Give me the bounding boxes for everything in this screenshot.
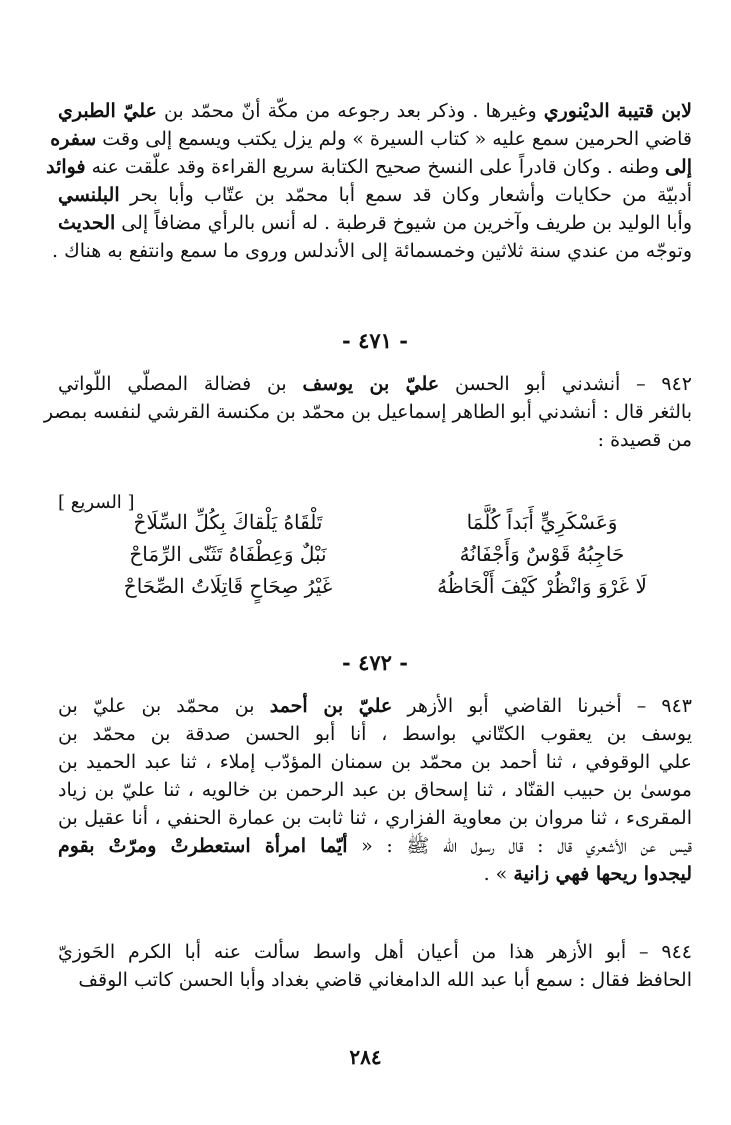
- text-run: قاضي الحرمين سمع عليه « كتاب السيرة » ولم يزل يكتب ويسمع إلى وقت: [96, 128, 692, 150]
- text-line: [58, 181, 692, 209]
- number-472: - ٤٧٢ -: [342, 650, 408, 675]
- text-line: [43, 398, 692, 426]
- page-number: ٢٨٤: [349, 1045, 382, 1069]
- text-run: ٩٤٤ – أبو الأزهر هذا من أعيان أهل واسط سألت عنه أبا الكرم الحَوزيّ: [58, 941, 692, 963]
- text-line: [58, 938, 692, 966]
- poem-verse: [58, 570, 692, 602]
- text-run: بن محمّد بن عليّ بن: [58, 695, 270, 717]
- bold-name-run: عليّ بن أحمد: [269, 695, 393, 717]
- bold-name-run: إلى: [665, 156, 692, 178]
- bold-name-run: سفره: [50, 128, 97, 150]
- text-line: [58, 209, 692, 237]
- text-run: وغيرها . وذكر بعد رجوعه من مكّة أنّ محمّد بن: [156, 100, 544, 122]
- text-run: قيس عن الأشعري قال : قال رسول الله ﷺ : «: [347, 835, 692, 857]
- text-run: » .: [483, 863, 514, 885]
- poem-meter: [ السريع ]: [58, 492, 135, 513]
- text-line: [58, 860, 692, 888]
- text-line: [58, 370, 692, 398]
- text-run: وطنه . وكان قادراً على النسخ صحيح الكتابة سريع القراءة وقد علّقت عنه: [85, 156, 666, 178]
- entry-prev-paragraph: [46, 97, 693, 265]
- text-line: [58, 776, 692, 804]
- verse-hemistich-second: غَيْرُ صِحَاحٍ قَاتِلَاتُ الصِّحَاحْ: [123, 574, 333, 598]
- text-run: ٩٤٣ – أخبرنا القاضي أبو الأزهر: [392, 695, 692, 717]
- bold-name-run: البلنسي: [58, 184, 120, 206]
- text-run: يوسف بن يعقوب الكتّاني بواسط ، أنا أبو الحسن صدقة بن محمّد بن: [58, 723, 692, 745]
- bold-name-run: ليجدوا ريحها فهي زانية: [513, 863, 692, 885]
- number-471: - ٤٧١ -: [342, 328, 408, 353]
- text-run: وأبا الوليد بن طريف وآخرين من شيوخ قرطبة . له أنس بالرأي مضافاً إلى: [115, 212, 692, 234]
- poem-verse: [58, 538, 692, 570]
- entry-942-paragraph: [43, 370, 692, 454]
- bold-name-run: عليّ بن يوسف: [302, 373, 440, 395]
- text-line: [58, 692, 692, 720]
- text-run: من قصيدة :: [597, 429, 692, 451]
- bold-name-run: أيّما امرأة استعطرتْ ومرّتْ بقوم: [58, 835, 348, 857]
- text-run: المقرىء ، ثنا مروان بن معاوية الفزاري ، ثنا ثابت بن عمارة الحنفي ، أنا عقيل بن: [58, 807, 692, 829]
- verse-hemistich-first: حَاجِبُهُ قَوْسٌ وَأَجْفَانُهُ: [459, 542, 625, 566]
- text-line: [52, 237, 692, 265]
- text-line: [58, 720, 692, 748]
- text-run: علي الوقوفي ، ثنا أحمد بن محمّد بن سمنان المؤدّب إملاء ، ثنا عبد الحميد بن: [58, 751, 692, 773]
- text-run: وتوجّه من عندي سنة ثلاثين وخمسمائة إلى الأندلس وروى ما سمع وانتفع به هناك .: [52, 240, 692, 262]
- poem-block: [58, 492, 692, 602]
- bold-name-run: الحديث: [58, 212, 116, 234]
- verse-hemistich-first: لَا غَرْوَ وَانْظُرْ كَيْفَ أَلْحَاظُهُ: [437, 574, 647, 598]
- text-line: [58, 804, 692, 832]
- text-line: [58, 426, 692, 454]
- bold-name-run: فوائد: [46, 156, 86, 178]
- poem-verse: [58, 506, 692, 538]
- text-line: [58, 966, 692, 994]
- entry-943-paragraph: [58, 692, 692, 888]
- text-run: أدبيّة من حكايات وأشعار وكان قد سمع أبا محمّد بن عتّاب وأبا بحر: [119, 184, 692, 206]
- text-run: ٩٤٢ – أنشدني أبو الحسن: [439, 373, 692, 395]
- text-line: [46, 153, 692, 181]
- text-run: بالثغر قال : أنشدني أبو الطاهر إسماعيل بن محمّد بن مكنسة القرشي لنفسه بمصر: [43, 401, 692, 423]
- text-run: موسىٰ بن حبيب القنّاد ، ثنا إسحاق بن عبد الرحمن بن خالويه ، ثنا عليّ بن زياد: [58, 779, 692, 801]
- text-run: الحافظ فقال : سمع أبا عبد الله الدامغاني قاضي بغداد وأبا الحسن كاتب الوقف: [78, 969, 692, 991]
- text-line: [50, 125, 692, 153]
- verse-hemistich-second: نَبْلٌ وَعِطْفَاهُ تَثَنّى الرِّمَاحْ: [129, 542, 327, 566]
- bold-name-run: لابن قتيبة الديْنوري: [543, 100, 693, 122]
- text-line: [58, 832, 692, 860]
- entry-944-paragraph: [58, 938, 692, 994]
- text-run: بن فضالة المصلّي اللّواتي: [58, 373, 303, 395]
- bold-name-run: عليّ الطبري: [58, 100, 157, 122]
- verse-hemistich-first: وَعَسْكَرِيٍّ أَبَداً كُلَّمَا: [466, 510, 618, 534]
- text-line: [58, 97, 692, 125]
- text-line: [58, 748, 692, 776]
- verse-hemistich-second: تَلْقَاهُ يَلْقاكَ بِكُلِّ السِّلَاحْ: [133, 510, 323, 534]
